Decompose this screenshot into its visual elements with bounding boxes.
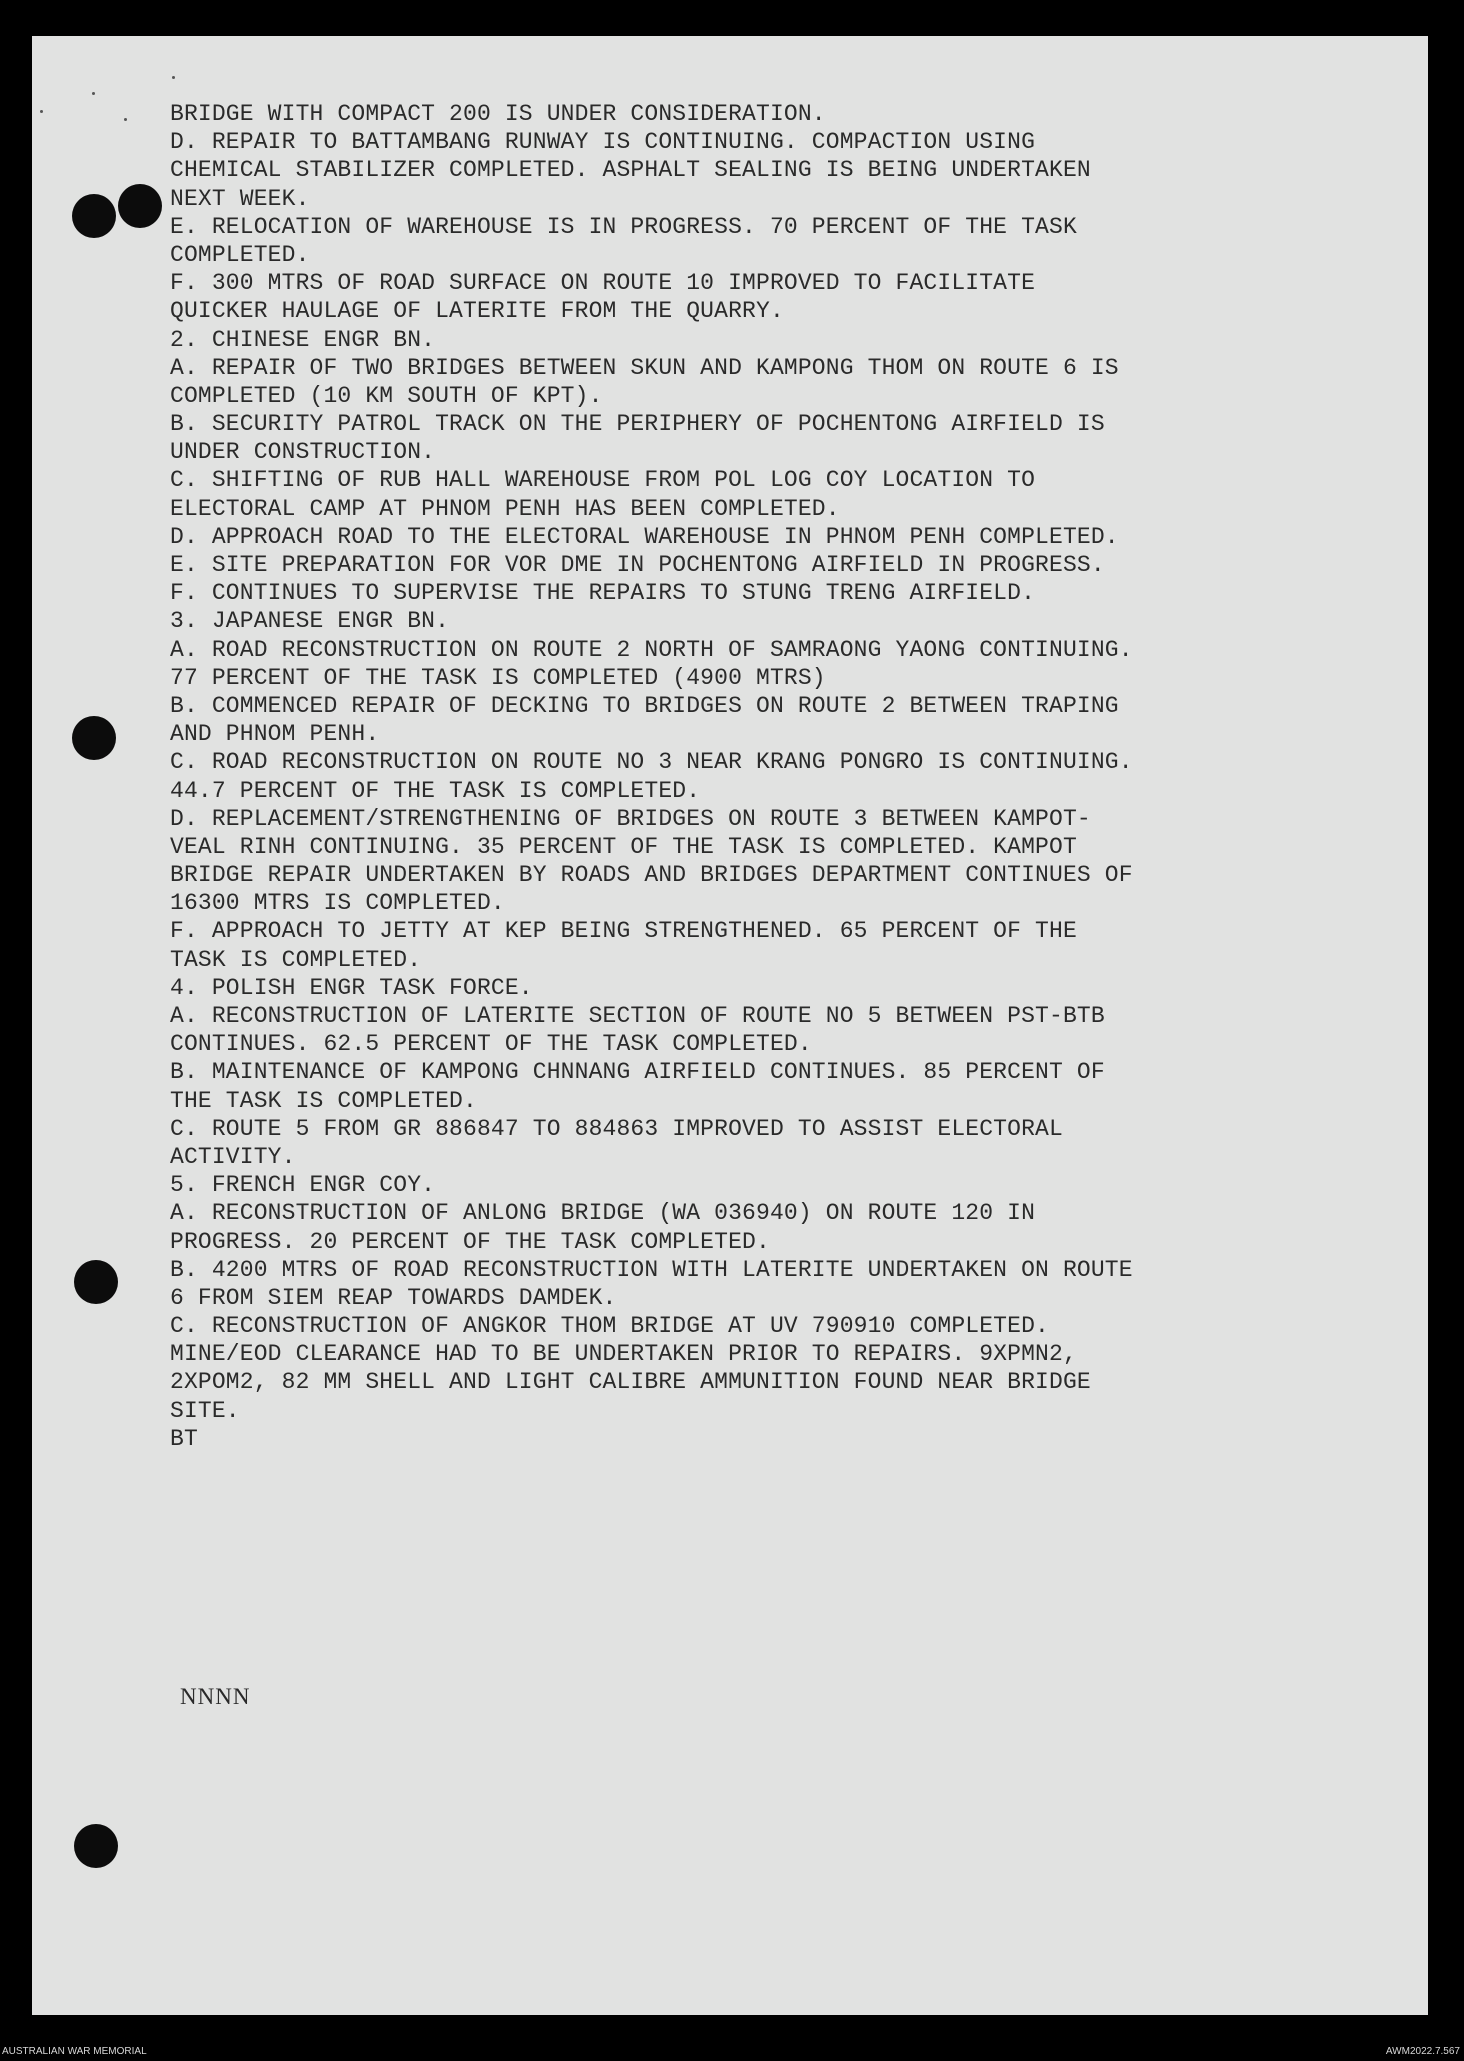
text-line: A. REPAIR OF TWO BRIDGES BETWEEN SKUN AND KAMPONG THOM ON ROUTE 6 IS — [170, 354, 1119, 381]
text-line: D. APPROACH ROAD TO THE ELECTORAL WAREHOUSE IN PHNOM PENH COMPLETED. — [170, 523, 1119, 550]
text-line: B. SECURITY PATROL TRACK ON THE PERIPHERY OF POCHENTONG AIRFIELD IS — [170, 411, 1105, 438]
text-line: A. RECONSTRUCTION OF ANLONG BRIDGE (WA 036940) ON ROUTE 120 IN — [170, 1200, 1036, 1227]
text-line: E. RELOCATION OF WAREHOUSE IS IN PROGRESS. 70 PERCENT OF THE TASK — [170, 213, 1077, 240]
message-body — [170, 100, 1133, 1453]
text-line: CONTINUES. 62.5 PERCENT OF THE TASK COMPLETED. — [170, 1031, 812, 1058]
paper-speck — [124, 118, 127, 121]
text-line: C. SHIFTING OF RUB HALL WAREHOUSE FROM POL LOG COY LOCATION TO — [170, 467, 1036, 494]
text-line: SITE. — [170, 1397, 240, 1424]
text-line: VEAL RINH CONTINUING. 35 PERCENT OF THE TASK IS COMPLETED. KAMPOT — [170, 833, 1077, 860]
text-line: QUICKER HAULAGE OF LATERITE FROM THE QUARRY. — [170, 298, 784, 325]
text-line: 44.7 PERCENT OF THE TASK IS COMPLETED. — [170, 777, 701, 804]
text-line: C. RECONSTRUCTION OF ANGKOR THOM BRIDGE AT UV 790910 COMPLETED. — [170, 1313, 1049, 1340]
text-line: BRIDGE WITH COMPACT 200 IS UNDER CONSIDERATION. — [170, 101, 826, 127]
footer-accession-number: AWM2022.7.567 — [1385, 2046, 1460, 2057]
text-line: 6 FROM SIEM REAP TOWARDS DAMDEK. — [170, 1284, 617, 1311]
paper-speck — [92, 92, 95, 95]
punch-hole — [74, 1260, 118, 1304]
text-line: F. 300 MTRS OF ROAD SURFACE ON ROUTE 10 IMPROVED TO FACILITATE — [170, 270, 1036, 297]
text-line: TASK IS COMPLETED. — [170, 946, 422, 973]
punch-hole — [72, 716, 116, 760]
document-page — [32, 36, 1428, 2015]
text-line: ACTIVITY. — [170, 1143, 296, 1170]
text-line: A. ROAD RECONSTRUCTION ON ROUTE 2 NORTH OF SAMRAONG YAONG CONTINUING. — [170, 636, 1133, 663]
footer-archive-name: AUSTRALIAN WAR MEMORIAL — [2, 2046, 147, 2057]
end-marker: BT — [170, 1425, 198, 1452]
paper-speck — [172, 76, 175, 79]
text-line: 2XPOM2, 82 MM SHELL AND LIGHT CALIBRE AMMUNITION FOUND NEAR BRIDGE — [170, 1369, 1091, 1396]
text-line: 77 PERCENT OF THE TASK IS COMPLETED (4900 MTRS) — [170, 664, 826, 691]
text-line: C. ROUTE 5 FROM GR 886847 TO 884863 IMPROVED TO ASSIST ELECTORAL — [170, 1115, 1063, 1142]
text-line: C. ROAD RECONSTRUCTION ON ROUTE NO 3 NEAR KRANG PONGRO IS CONTINUING. — [170, 749, 1133, 776]
text-line: E. SITE PREPARATION FOR VOR DME IN POCHENTONG AIRFIELD IN PROGRESS. — [170, 552, 1105, 578]
text-line: 16300 MTRS IS COMPLETED. — [170, 890, 505, 917]
message-trailer: NNNN — [180, 1684, 251, 1709]
text-line: A. RECONSTRUCTION OF LATERITE SECTION OF ROUTE NO 5 BETWEEN PST-BTB — [170, 1003, 1105, 1029]
text-line: THE TASK IS COMPLETED. — [170, 1087, 477, 1114]
section-heading: 5. FRENCH ENGR COY. — [170, 1172, 436, 1199]
text-line: D. REPAIR TO BATTAMBANG RUNWAY IS CONTINUING. COMPACTION USING — [170, 129, 1036, 156]
text-line: D. REPLACEMENT/STRENGTHENING OF BRIDGES ON ROUTE 3 BETWEEN KAMPOT- — [170, 805, 1091, 832]
text-line: UNDER CONSTRUCTION. — [170, 439, 436, 466]
punch-hole — [118, 184, 162, 228]
section-heading: 2. CHINESE ENGR BN. — [170, 326, 436, 353]
text-line: B. 4200 MTRS OF ROAD RECONSTRUCTION WITH LATERITE UNDERTAKEN ON ROUTE — [170, 1256, 1133, 1283]
text-line: COMPLETED. — [170, 241, 310, 268]
text-line: PROGRESS. 20 PERCENT OF THE TASK COMPLETED. — [170, 1228, 770, 1255]
punch-hole — [74, 1824, 118, 1868]
text-line: MINE/EOD CLEARANCE HAD TO BE UNDERTAKEN PRIOR TO REPAIRS. 9XPMN2, — [170, 1341, 1077, 1368]
section-heading: 4. POLISH ENGR TASK FORCE. — [170, 974, 533, 1001]
section-heading: 3. JAPANESE ENGR BN. — [170, 608, 450, 635]
text-line: F. CONTINUES TO SUPERVISE THE REPAIRS TO STUNG TRENG AIRFIELD. — [170, 580, 1036, 607]
text-line: COMPLETED (10 KM SOUTH OF KPT). — [170, 382, 603, 409]
text-line: F. APPROACH TO JETTY AT KEP BEING STRENGTHENED. 65 PERCENT OF THE — [170, 918, 1077, 945]
paper-speck — [40, 110, 43, 113]
text-line: B. MAINTENANCE OF KAMPONG CHNNANG AIRFIELD CONTINUES. 85 PERCENT OF — [170, 1059, 1105, 1086]
punch-hole — [72, 194, 116, 238]
text-line: ELECTORAL CAMP AT PHNOM PENH HAS BEEN COMPLETED. — [170, 495, 840, 522]
text-line: B. COMMENCED REPAIR OF DECKING TO BRIDGES ON ROUTE 2 BETWEEN TRAPING — [170, 692, 1119, 719]
text-line: AND PHNOM PENH. — [170, 721, 380, 748]
text-line: CHEMICAL STABILIZER COMPLETED. ASPHALT SEALING IS BEING UNDERTAKEN — [170, 157, 1091, 184]
text-line: BRIDGE REPAIR UNDERTAKEN BY ROADS AND BRIDGES DEPARTMENT CONTINUES OF — [170, 862, 1133, 889]
text-line: NEXT WEEK. — [170, 185, 310, 212]
